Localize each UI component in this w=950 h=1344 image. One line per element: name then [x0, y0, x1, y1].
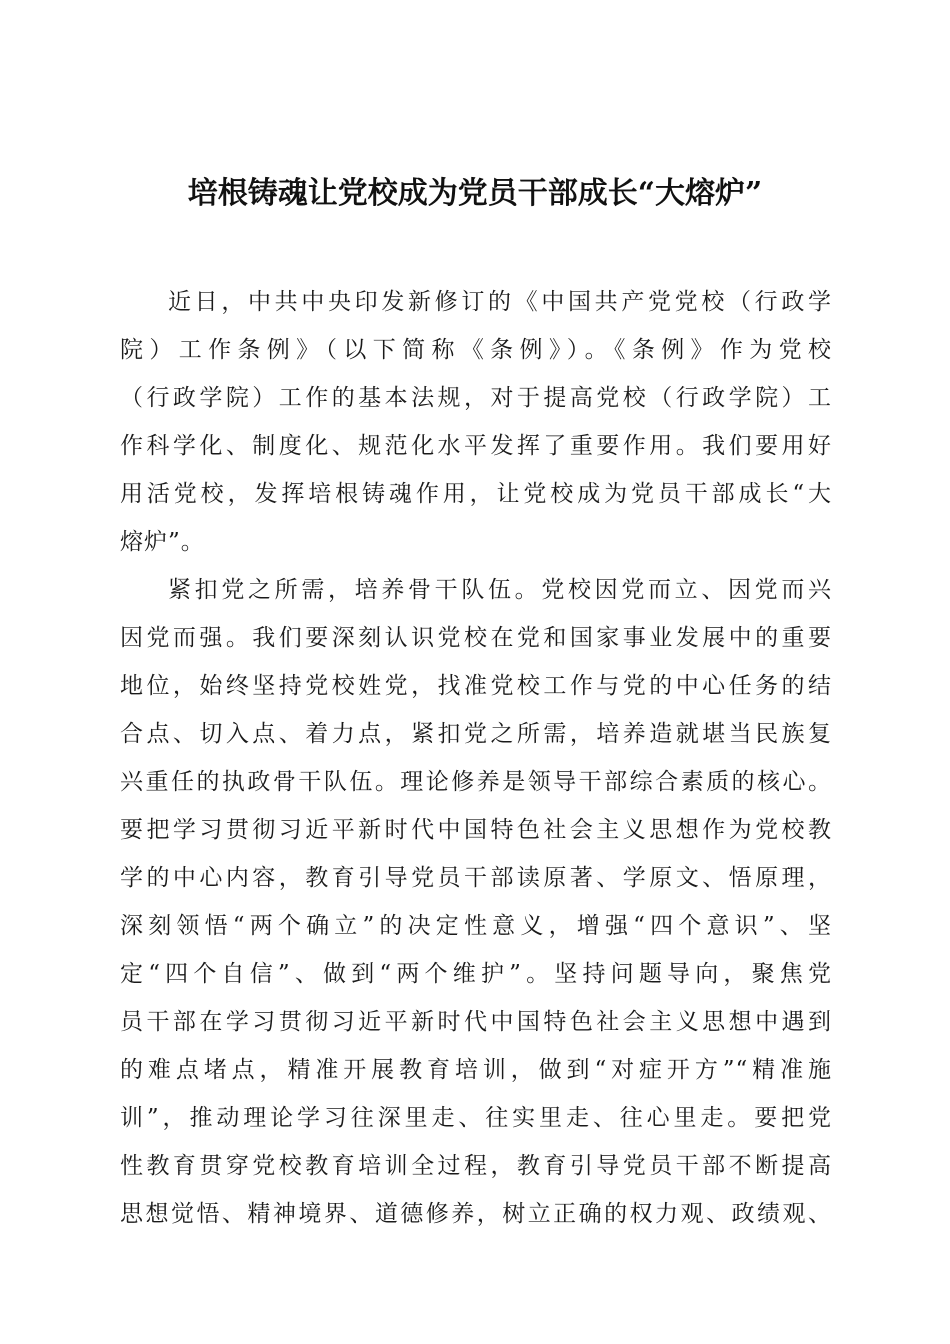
text-line: 紧扣党之所需，培养骨干队伍。党校因党而立、因党而兴	[168, 577, 832, 603]
document-body	[120, 278, 832, 1238]
paragraph-section-1	[120, 566, 832, 1238]
text-line: 用活党校，发挥培根铸魂作用，让党校成为党员干部成长“大	[120, 481, 832, 507]
text-line: 的难点堵点，精准开展教育培训，做到“对症开方”“精准施	[120, 1057, 832, 1083]
text-line: 兴重任的执政骨干队伍。理论修养是领导干部综合素质的核心。	[120, 769, 832, 795]
text-line: 近日，中共中央印发新修订的《中国共产党党校（行政学	[168, 289, 832, 315]
text-line: 训”，推动理论学习往深里走、往实里走、往心里走。要把党	[120, 1105, 832, 1131]
text-line: 定“四个自信”、做到“两个维护”。坚持问题导向，聚焦党	[120, 961, 832, 987]
text-line: （行政学院）工作的基本法规，对于提高党校（行政学院）工	[120, 385, 832, 411]
text-line: 熔炉”。	[120, 529, 205, 555]
text-line: 院）工作条例》（以下简称《条例》）。《条例》作为党校	[120, 337, 832, 363]
document-title: 培根铸魂让党校成为党员干部成长“大熔炉”	[187, 176, 763, 211]
text-line: 因党而强。我们要深刻认识党校在党和国家事业发展中的重要	[120, 625, 832, 651]
text-line: 学的中心内容，教育引导党员干部读原著、学原文、悟原理，	[120, 865, 832, 891]
text-line: 性教育贯穿党校教育培训全过程，教育引导党员干部不断提高	[120, 1153, 832, 1179]
text-line: 深刻领悟“两个确立”的决定性意义，增强“四个意识”、坚	[120, 913, 832, 939]
text-line: 思想觉悟、精神境界、道德修养，树立正确的权力观、政绩观、	[120, 1201, 832, 1227]
text-line: 地位，始终坚持党校姓党，找准党校工作与党的中心任务的结	[120, 673, 832, 699]
text-line: 要把学习贯彻习近平新时代中国特色社会主义思想作为党校教	[120, 817, 832, 843]
text-line: 员干部在学习贯彻习近平新时代中国特色社会主义思想中遇到	[120, 1009, 832, 1035]
paragraph-intro	[120, 278, 832, 566]
text-line: 合点、切入点、着力点，紧扣党之所需，培养造就堪当民族复	[120, 721, 832, 747]
text-line: 作科学化、制度化、规范化水平发挥了重要作用。我们要用好	[120, 433, 832, 459]
